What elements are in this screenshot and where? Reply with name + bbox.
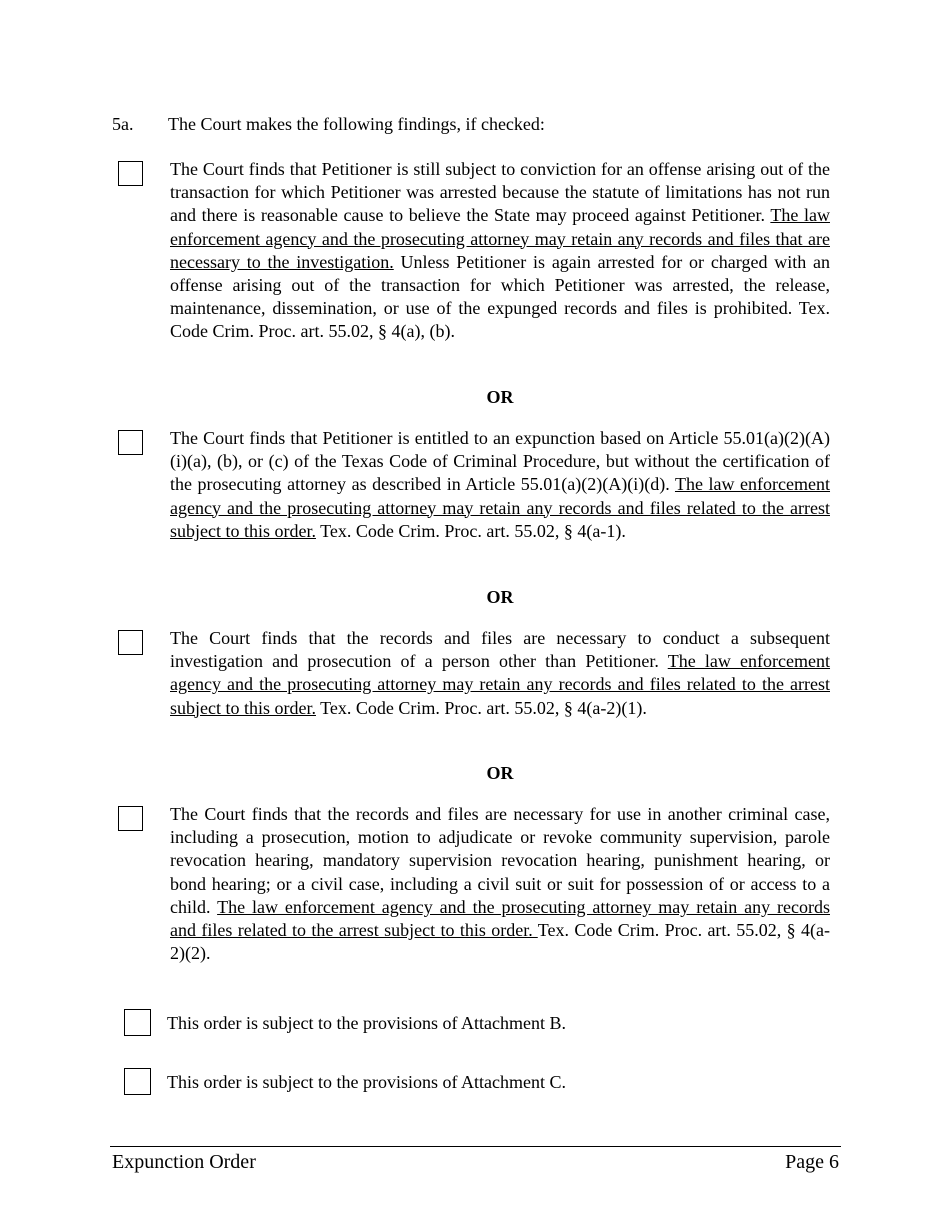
- finding-4-checkbox[interactable]: [118, 806, 143, 831]
- finding-2-text-underlined: The law enforcement agency and the prosecuting attorney may retain any records and files related to the arrest subject to this order.: [170, 474, 831, 541]
- footer-divider: [110, 1146, 841, 1147]
- or-separator-1: OR: [486, 387, 514, 407]
- finding-1-text: [170, 158, 830, 344]
- section-heading: [112, 113, 545, 135]
- finding-2-text-pre: The Court finds that Petitioner is entitled to an expunction based on Article 55.01(a)(2)(A)(i)(a), (b), or (c) of the Texas Code of Criminal Procedure, but without the certification of the prosecuting attorney as described in Article 55.01(a)(2)(A)(i)(d).: [170, 428, 830, 495]
- finding-2-text-post: Tex. Code Crim. Proc. art. 55.02, § 4(a-1).: [315, 520, 626, 541]
- finding-4-text-pre: The Court finds that the records and files are necessary for use in another criminal case, including a prosecution, motion to adjudicate or revoke community supervision, parole revocation hearing, mandatory supervision revocation hearing, punishment hearing, or bond hearing; or a civil case, including a civil suit or suit for possession of or access to a child.: [170, 804, 830, 917]
- finding-1-text-post: Unless Petitioner is again arrested for or charged with an offense arising out of the transaction for which Petitioner was arrested, the release, maintenance, dissemination, or use of the expunged records and files is prohibited. Tex. Code Crim. Proc. art. 55.02, § 4(a), (b).: [170, 251, 830, 342]
- attachment-c-label: This order is subject to the provisions of Attachment C.: [167, 1072, 566, 1092]
- finding-1-text-underlined: The law enforcement agency and the prosecuting attorney may retain any records and files that are necessary to the investigation.: [170, 205, 830, 272]
- finding-3-text: [170, 627, 830, 720]
- or-separator-2: OR: [486, 587, 514, 607]
- or-separator-3: OR: [486, 763, 514, 783]
- finding-3-checkbox[interactable]: [118, 630, 143, 655]
- finding-3-text-pre: The Court finds that the records and files are necessary to conduct a subsequent investigation and prosecution of a person other than Petitioner.: [170, 628, 830, 672]
- attachment-b-checkbox[interactable]: [124, 1009, 151, 1036]
- finding-1-text-pre: The Court finds that Petitioner is still subject to conviction for an offense arising out of the transaction for which Petitioner was arrested because the statute of limitations has not run and there is reasonable cause to believe the State may proceed against Petitioner.: [170, 159, 830, 226]
- finding-4-text-underlined: The law enforcement agency and the prosecuting attorney may retain any records and files related to the arrest subject to this order.: [170, 896, 830, 941]
- finding-4-text-post: Tex. Code Crim. Proc. art. 55.02, § 4(a-2)(2).: [170, 920, 831, 964]
- section-number: 5a.: [112, 114, 134, 134]
- footer-title: Expunction Order: [112, 1151, 256, 1173]
- finding-1-checkbox[interactable]: [118, 161, 143, 186]
- attachment-c-checkbox[interactable]: [124, 1068, 151, 1095]
- section-intro: The Court makes the following findings, if checked:: [168, 114, 545, 134]
- finding-3-text-post: Tex. Code Crim. Proc. art. 55.02, § 4(a-2)(1).: [315, 697, 647, 718]
- finding-4-text: [170, 803, 830, 965]
- attachment-b-label: This order is subject to the provisions of Attachment B.: [167, 1013, 566, 1033]
- finding-3-text-underlined: The law enforcement agency and the prosecuting attorney may retain any records and files related to the arrest subject to this order.: [170, 651, 831, 718]
- finding-2-text: [170, 427, 830, 543]
- footer-page-number: Page 6: [785, 1151, 839, 1173]
- finding-2-checkbox[interactable]: [118, 430, 143, 455]
